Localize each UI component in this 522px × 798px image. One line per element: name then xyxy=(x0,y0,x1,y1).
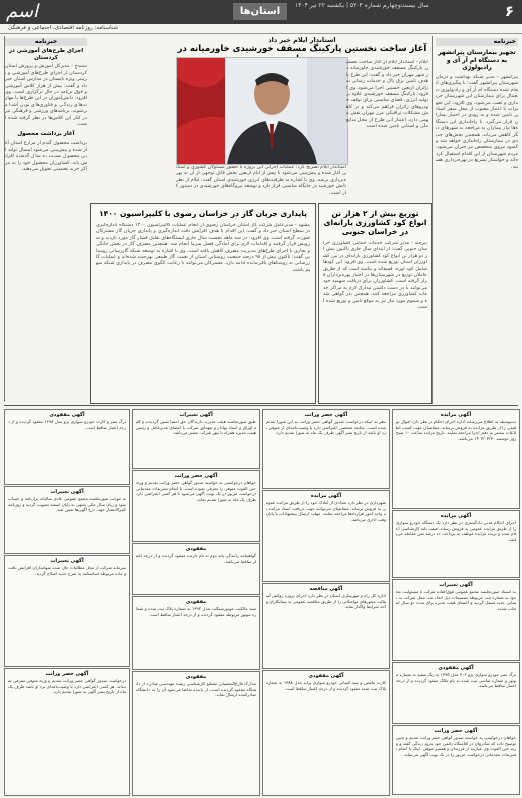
page-number: ۶ xyxy=(504,2,514,20)
classified-ad xyxy=(392,725,520,795)
classified-ad-body: به موجب صورتجلسه مجمع عمومی عادی سالیانه ترازنامه و حساب سود و زیان سال مالی منتهی به پایان اسفند تصویب گردید و روزنامه کثیرالانتشار جهت درج آگهی‌ها تعیین شد. xyxy=(8,496,126,513)
classified-ad xyxy=(392,579,520,661)
right-column-headline: تجهیز بیمارستان پیرانشهر به دستگاه ام آر آی و رادیولوژی xyxy=(438,49,516,72)
classified-ad xyxy=(132,470,260,542)
right-column xyxy=(436,36,518,402)
classified-ad-title: مفقودی xyxy=(185,674,207,680)
left-sidebar-headline-1: اجرای طرح‌های آموزشی در کردستان xyxy=(8,48,84,62)
top-story-headline: آغاز ساخت نخستین پارکینگ مسقف خورشیدی خاورمیانه در xyxy=(177,44,427,54)
subline xyxy=(0,24,522,34)
classified-ad-title: آگهی تغییرات xyxy=(50,558,84,564)
masthead xyxy=(0,0,522,24)
classified-ad-body: درخواست صدور گواهی حصر وراثت تقدیم و ورثه متوفی معرفی شده‌اند. هر کسی اعتراضی دارد یا وصیت‌نامه‌ای نزد او باشد ظرف یک ماه از تاریخ نشر آگهی به شورا تقدیم دارد. xyxy=(8,678,126,695)
top-story-body-right xyxy=(346,60,428,168)
left-sidebar-body-2: برداشت محصول گندم از مزارع استان آغاز شده و پیش‌بینی می‌شود امسال تولید این محصول نسبت به سال گذشته افزایش یابد. کشاورزان محصول خود را به مراکز خرید تضمینی تحویل می‌دهند. xyxy=(5,141,87,173)
classified-ad-title: آگهی تغییرات xyxy=(179,412,213,418)
left-sidebar xyxy=(4,36,87,402)
section-label: استان‌ها xyxy=(233,3,287,20)
classified-ad xyxy=(262,583,390,669)
subline-text: شناسنامه: روزنامه اقتصادی، اجتماعی و فرهنگی xyxy=(8,25,119,31)
story-fertilizer-headline: توزیع بیش از ۲ هزار تن انواع کود کشاورزی یارانه‌ای در خراسان جنوبی xyxy=(323,209,427,236)
classified-ad-title: آگهی حصر وراثت xyxy=(45,671,89,677)
classified-ad xyxy=(4,668,130,796)
classified-ad xyxy=(4,555,130,667)
left-sidebar-headline-2: آغاز برداشت محصول xyxy=(17,131,75,138)
story-fertilizer-body xyxy=(323,241,427,401)
classified-ad-title: مفقودی xyxy=(185,599,207,605)
story-fertilizer xyxy=(318,203,432,404)
classified-ad-body: شهرداری در نظر دارد تعدادی از املاک خود را از طریق مزایده عمومی به فروش برساند. متقاضیان می‌توانند جهت دریافت اسناد مزایده به واحد امور قراردادها مراجعه نمایند. مهلت ارسال پیشنهادات تا پایان وقت اداری می‌باشد. xyxy=(266,500,386,522)
classified-ad xyxy=(262,490,390,582)
classified-ad xyxy=(262,409,390,489)
classified-ad-title: آگهی تغییرات xyxy=(439,582,473,588)
classified-ad xyxy=(132,543,260,595)
story-gas-body xyxy=(96,223,310,388)
story-fertilizer-text: بیرجند - مدیر شرکت خدمات حمایتی کشاورزی خراسان جنوبی گفت: از ابتدای سال جاری تاکنون بیش از دو هزار تن انواع کود کشاورزی یارانه‌ای در بین کشاورزان استان توزیع شده است. وی افزود: این کودها شامل کود اوره، فسفاته و پتاسه است که از طریق عاملان توزیع در شهرستان‌ها در اختیار بهره‌برداران قرار گرفته است. کشاورزان برای دریافت سهمیه خود می‌توانند با در دست داشتن مدارک لازم به مراکز خدمات کشاورزی مراجعه کنند. همچنین بذر گواهی شده و سموم مورد نیاز نیز به موقع تامین و توزیع شده است. xyxy=(323,241,427,311)
classified-ad xyxy=(262,670,390,796)
top-story-kicker: استاندار ایلام خبر داد xyxy=(268,36,336,44)
classified-ad-body: بدینوسیله به اطلاع می‌رساند اداره اجرای احکام در نظر دارد اموال توقیفی را از طریق مزایده به فروش برساند. متقاضیان جهت کسب اطلاعات بیشتر به دفتر اجرا مراجعه نمایند. تاریخ مزایده ساعت ۱۰ صبح روز دوشنبه ۱۴۰۴/۰۴/۳۰ می‌باشد. xyxy=(396,419,516,441)
top-story-body-left xyxy=(176,165,346,201)
top-story-text-right: ایلام - استاندار ایلام از آغاز ساخت نخستین پارکینگ مسقف خورشیدی خاورمیانه در شهر مهران خبر داد و گفت: این طرح با هدف تامین برق پاک و خدمات رسانی به زائران اربعین حسینی اجرا می‌شود. وی افزود: پارکینگ مسقف خورشیدی علاوه بر تولید انرژی، فضای مناسبی برای توقف خودروهای زائران فراهم می‌کند و در کاهش مشکلات ترافیکی مرز مهران نقش مهمی دارد. اعتبار این طرح از محل منابع ملی و استانی تامین شده است. xyxy=(346,60,428,130)
classified-ad-body: گواهینامه رانندگی پایه دوم به نام دارنده مفقود گردیده و از درجه اعتبار ساقط می‌باشد. xyxy=(136,553,256,564)
classified-ad xyxy=(392,510,520,578)
classified-ad-body: سند مالکیت موتورسیکلت مدل ۱۳۹۲ به شماره پلاک ثبت شده و شماره موتور مربوطه مفقود گردیده و از درجه اعتبار ساقط است. xyxy=(136,606,256,617)
left-sidebar-body-1: سنندج - مدیرکل آموزش و پرورش استان کردستان از اجرای طرح‌های آموزشی و تربیتی ویژه تابستان در مدارس استان خبر داد و گفت: بیش از هزار کلاس آموزشی و فوق برنامه در حال برگزاری است. وی افزود: دانش‌آموزان در این طرح‌ها با مهارت‌های زندگی و فناوری‌های نوین آشنا می‌شوند. برنامه‌های ورزشی و فرهنگی نیز در کنار این کلاس‌ها در نظر گرفته شده است. xyxy=(5,64,87,128)
classified-ad-body: نظر به اینکه درخواست صدور گواهی حصر وراثت به این شورا تقدیم شده است، چنانچه شخصی اعتراضی دارد یا وصیت‌نامه‌ای از متوفی نزد او باشد از تاریخ نشر آگهی ظرف یک ماه به شورا تقدیم دارد. xyxy=(266,419,386,436)
classified-ad xyxy=(132,409,260,469)
classified-ad-title: آگهی حصر وراثت xyxy=(434,728,478,734)
classified-ad-title: آگهی حصر وراثت xyxy=(174,473,218,479)
left-sidebar-label: خبرنامه xyxy=(5,38,87,46)
classified-ad xyxy=(4,409,130,485)
issue-meta: سال بیست‌وچهارم شماره ۵۳۰۴ | یکشنبه ۲۲ تیر ۱۴۰۴ xyxy=(295,2,429,9)
classified-ad-title: آگهی مفقودی xyxy=(438,665,474,671)
classified-ad-title: آگهی مفقودی xyxy=(49,412,85,418)
classified-ad-title: مفقودی xyxy=(185,546,207,552)
classified-ad-body: برگ سبز و کارت خودرو سواری پژو مدل ۱۳۹۸ مفقود گردیده و از درجه اعتبار ساقط است. xyxy=(8,419,126,430)
classified-ad-body: اداره کل راه و شهرسازی استان در نظر دارد اجرای پروژه روکش آسفالت محورهای مواصلاتی را از طریق مناقصه عمومی به پیمانکاران واجد شرایط واگذار نماید. xyxy=(266,593,386,610)
classified-ad-body: مدارک فارغ‌التحصیلی مقطع کارشناسی رشته مهندسی صادره از دانشگاه مفقود گردیده است. از یابنده تقاضا می‌شود آن را به دانشگاه صادرکننده ارسال نماید. xyxy=(136,681,256,698)
right-column-label: خبرنامه xyxy=(436,38,518,46)
story-gas-headline: پایداری جریان گاز در خراسان رضوی با کلیپراسیون ۱۴۰۰ xyxy=(99,209,307,218)
classified-ad-body: طبق صورتجلسه هیئت مدیره، دارندگان حق امضا تعیین گردیدند و کلیه اوراق و اسناد بهادار و تعهدآور شرکت با امضای مدیرعامل و رئیس هیئت مدیره همراه با مهر شرکت معتبر می‌باشد. xyxy=(136,419,256,436)
newspaper-logo: اسم xyxy=(6,1,39,22)
classified-ad-body: به استناد صورتجلسه مجمع عمومی فوق‌العاده شرکت با مسئولیت محدود به شماره ثبت مربوطه تصمیمات ذیل اتخاذ شد: محل شرکت به نشانی جدید منتقل گردید و اعضای هیئت مدیره برای مدت دو سال انتخاب شدند. xyxy=(396,589,516,611)
right-column-body: پیرانشهر - مدیر شبکه بهداشت و درمان شهرستان پیرانشهر گفت: با پیگیری‌های انجام شده دستگاه ام آر آی و رادیولوژی دیجیتال برای بیمارستان این شهرستان خریداری و نصب می‌شود. وی افزود: این تجهیزات با اعتبار مصوب از محل سفر استانی تامین شده و به زودی در اختیار بیماران قرار می‌گیرد. با راه‌اندازی این دستگاه‌ها نیاز بیماران به مراجعه به شهرهای دیگر کاهش می‌یابد. همچنین بخش‌های جدیدی در بیمارستان راه‌اندازی خواهد شد و کمبود نیروی متخصص نیز جبران می‌شود. مردم شهرستان از این اقدام استقبال کرده‌اند و خواستار تسریع در بهره‌برداری هستند. xyxy=(436,74,518,170)
classified-ad-body: برگ سبز خودرو سواری پژو ۲۰۶ مدل ۱۳۹۵ به رنگ سفید به شماره موتور و شماره شاسی ثبت شده به نام مالک مفقود گردیده و از درجه اعتبار ساقط می‌باشد. xyxy=(396,672,516,689)
story-gas xyxy=(90,203,316,404)
classified-ad-title: آگهی مزایده xyxy=(310,493,342,499)
classified-ad-body: سرمایه شرکت از محل مطالبات حال شده سهامداران افزایش یافت و ماده مربوطه اساسنامه به شرح جدید اصلاح گردید. xyxy=(8,565,126,576)
classified-ad-body: اجرای احکام مدنی دادگستری در نظر دارد یک دستگاه خودرو سواری را از طریق مزایده عمومی به فروش رساند. قیمت پایه کارشناسی اعلام شده و برنده مزایده موظف به پرداخت ده درصد ثمن معامله می‌باشد. xyxy=(396,520,516,542)
classified-ad xyxy=(392,409,520,509)
top-story-photo xyxy=(176,57,348,165)
column-divider xyxy=(432,36,433,404)
classified-ad xyxy=(4,486,130,554)
classified-ad xyxy=(132,671,260,796)
classified-ad-title: آگهی تغییرات xyxy=(50,489,84,495)
classified-ad-title: آگهی مناقصه xyxy=(309,586,343,592)
classified-ad-body: خواهان درخواستی به خواسته صدور گواهی حصر وراثت تقدیم و ورثه حین الفوت متوفی را معرفی نموده است. با انجام تشریفات مقدماتی درخواست مزبور در یک نوبت آگهی می‌شود تا هر کسی اعتراضی دارد ظرف یک ماه به شورا تقدیم نماید. xyxy=(136,480,256,502)
classified-ad xyxy=(392,662,520,724)
classified-ad-title: آگهی مزایده xyxy=(440,412,472,418)
classified-ad-body: خواهان درخواستی به خواسته صدور گواهی حصر وراثت تقدیم و چنین توضیح داده که شادروان در اقامتگاه دائمی خود بدرود زندگی گفته و ورثه حین الفوت وی عبارتند از فرزندان و همسر متوفی. اینک با انجام تشریفات مقدماتی درخواست مزبور را در یک نوبت آگهی می‌نماید. xyxy=(396,735,516,757)
classified-ad-title: آگهی مفقودی xyxy=(308,673,344,679)
top-story-text-left: استاندار ایلام تصریح کرد: عملیات اجرایی این پروژه با حضور مسئولان کشوری و استانی آغاز شده و پیش‌بینی می‌شود تا پیش از ایام اربعین بخش قابل توجهی از آن به بهره‌برداری برسد. وی با اشاره به ظرفیت‌های انرژی خورشیدی استان گفت: ایلام از نظر تابش خورشید در جایگاه مناسبی قرار دارد و توسعه نیروگاه‌های خورشیدی در دستور کار است. xyxy=(176,165,346,196)
story-gas-text: مشهد - مدیرعامل شرکت گاز استان خراسان رضوی از انجام عملیات کالیبراسیون ۱۴۰۰ دستگاه اندازه‌گیری در سطح استان خبر داد و گفت: این اقدام با هدف افزایش دقت اندازه‌گیری و پایداری جریان گاز مشترکان صورت گرفته است. وی افزود: در سه ماهه نخست سال جاری ایستگاه‌های تقلیل فشار گاز مورد بازدید و سرویس قرار گرفتند و اقدامات لازم برای آمادگی فصل سرما انجام شد. همچنین مصرف گاز در بخش خانگی و تجاری با اجرای طرح‌های مدیریت مصرف کاهش یافته است. وی با اشاره به توسعه شبکه گازرسانی روستایی گفت: تاکنون بیش از ۹۸ درصد جمعیت روستایی استان از نعمت گاز طبیعی بهره‌مند شده‌اند و عملیات گازرسانی به روستاهای باقی‌مانده ادامه دارد. مشترکان می‌توانند با رعایت الگوی مصرف در پایداری شبکه سهیم باشند. xyxy=(96,223,310,273)
classified-ad-title: آگهی حصر وراثت xyxy=(304,412,348,418)
classified-ad xyxy=(132,596,260,670)
classified-ad-body: کارت ماشین و سند کمپانی خودرو سواری پراید مدل ۱۳۸۸ به شماره پلاک ثبت شده مفقود گردیده و از درجه اعتبار ساقط است. xyxy=(266,680,386,691)
ads-divider xyxy=(4,405,518,406)
classified-ad-title: آگهی مزایده xyxy=(440,513,472,519)
